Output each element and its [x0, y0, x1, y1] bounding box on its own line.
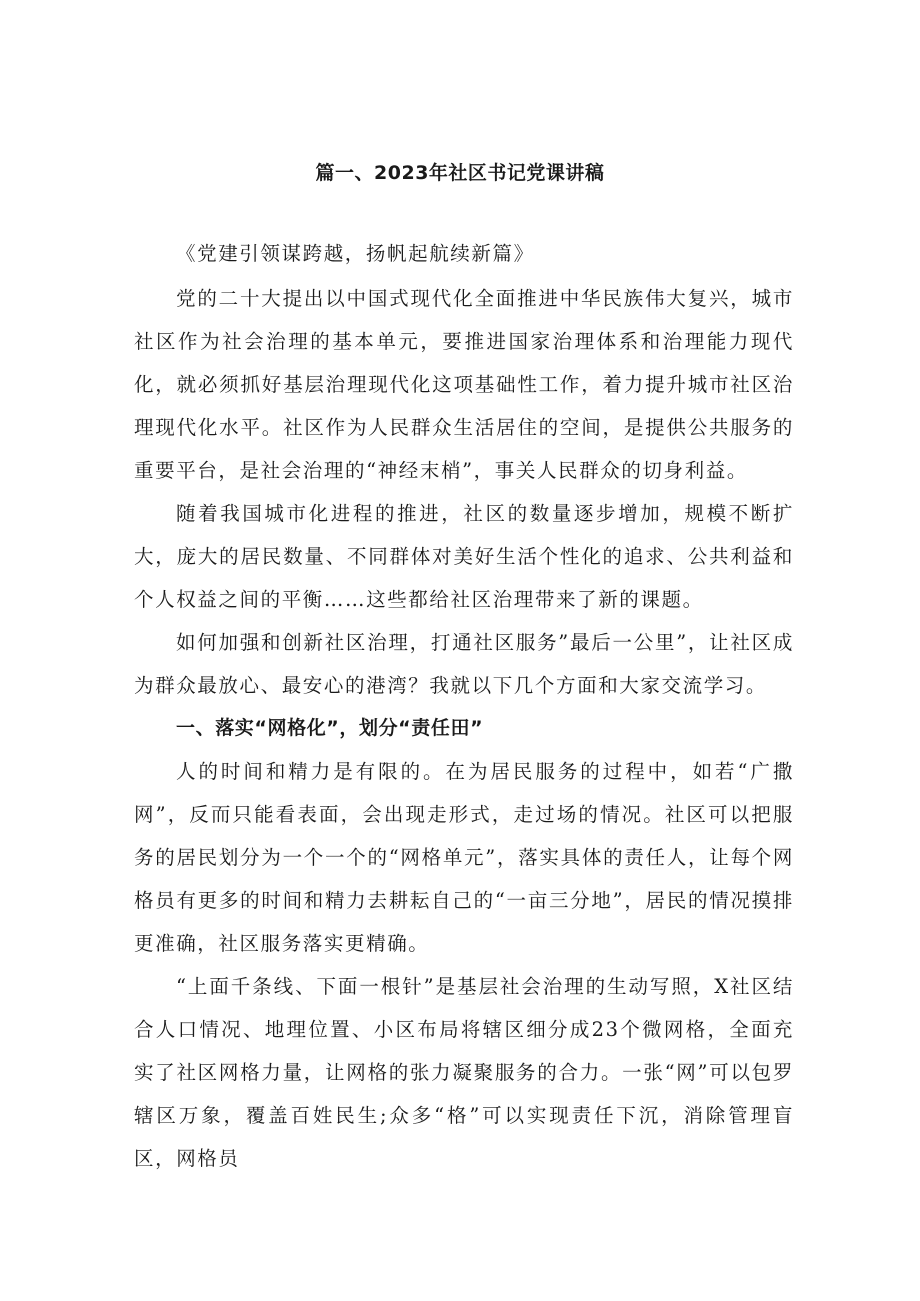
document-title: 篇一、2023年社区书记党课讲稿	[315, 162, 605, 184]
body-paragraph: 随着我国城市化进程的推进，社区的数量逐步增加，规模不断扩大，庞大的居民数量、不同群体对美好生活个性化的追求、公共利益和个人权益之间的平衡……这些都给社区治理带来了新的课题。	[134, 502, 794, 611]
document-subtitle: 《党建引领谋跨越，扬帆起航续新篇》	[176, 242, 535, 265]
section-heading: 一、落实“网格化”，划分“责任田”	[176, 717, 484, 739]
body-paragraph: 党的二十大提出以中国式现代化全面推进中华民族伟大复兴，城市社区作为社会治理的基本单元，要推进国家治理体系和治理能力现代化，就必须抓好基层治理现代化这项基础性工作，着力提升城市社区治理现代化水平。社区作为人民群众生活居住的空间，是提供公共服务的重要平台，是社会治理的“神经末梢”，事关人民群众的切身利益。	[134, 287, 794, 482]
document-body	[134, 232, 794, 1180]
section-paragraph: “上面千条线、下面一根针”是基层社会治理的生动写照，X社区结合人口情况、地理位置、小区布局将辖区细分成23个微网格，全面充实了社区网格力量，让网格的张力凝聚服务的合力。一张“网”可以包罗辖区万象，覆盖百姓民生;众多“格”可以实现责任下沉，消除管理盲区，网格员	[134, 975, 794, 1170]
body-paragraph: 如何加强和创新社区治理，打通社区服务”最后一公里”，让社区成为群众最放心、最安心的港湾？我就以下几个方面和大家交流学习。	[134, 631, 794, 697]
section-paragraph: 人的时间和精力是有限的。在为居民服务的过程中，如若“广撒网”，反而只能看表面，会出现走形式，走过场的情况。社区可以把服务的居民划分为一个一个的“网格单元”，落实具体的责任人，让每个网格员有更多的时间和精力去耕耘自己的“一亩三分地”，居民的情况摸排更准确，社区服务落实更精确。	[134, 760, 794, 955]
